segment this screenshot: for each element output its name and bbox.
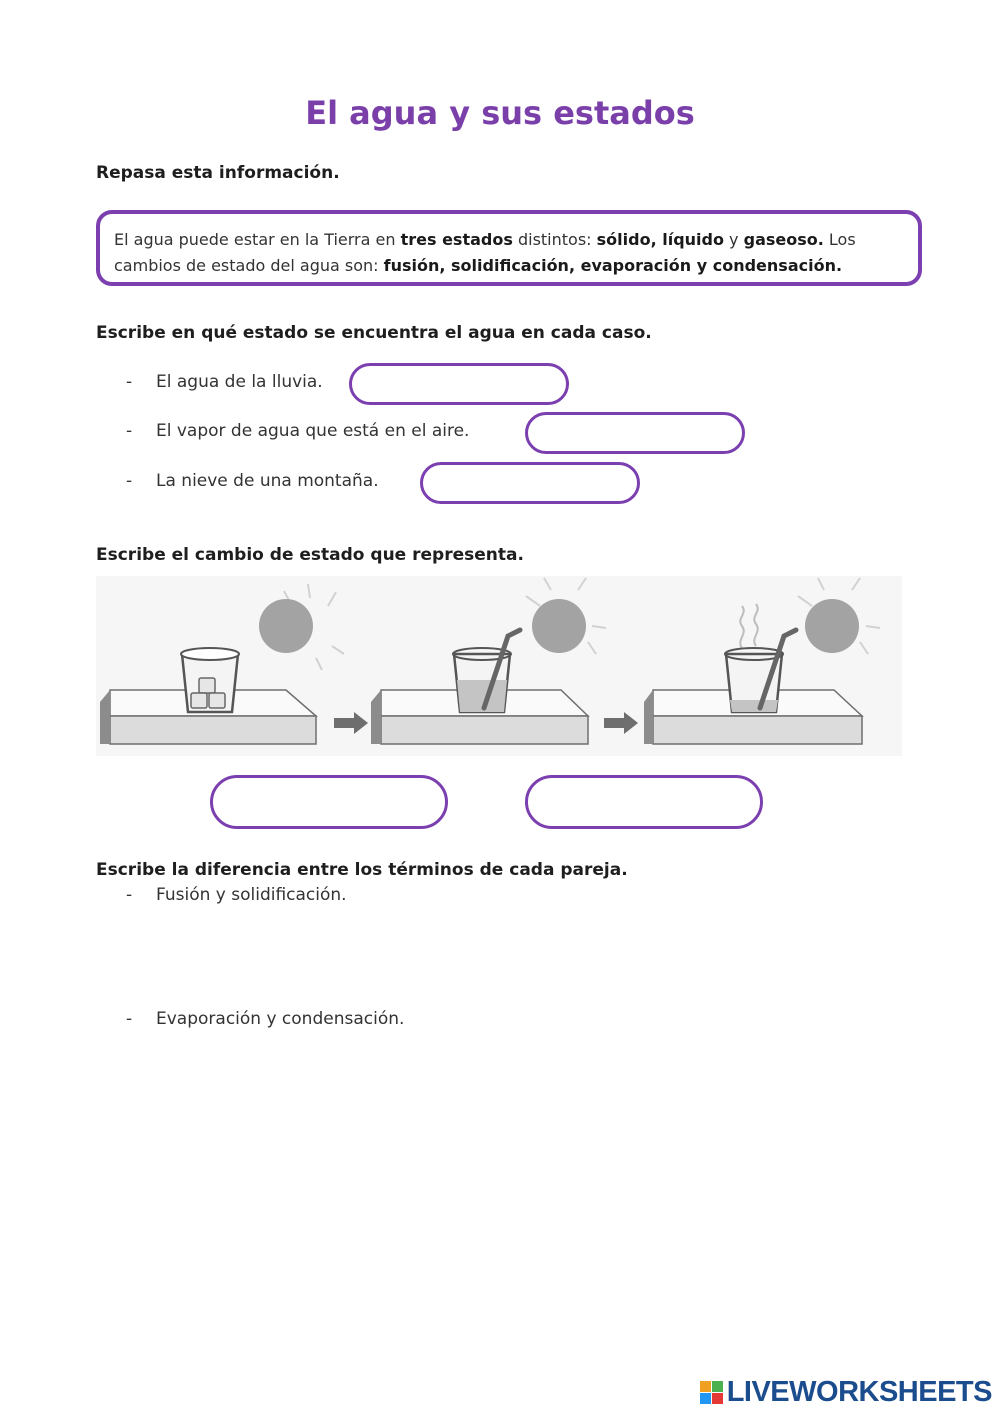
- page-title: El agua y sus estados: [305, 94, 695, 132]
- section-heading-difference: Escribe la diferencia entre los términos de cada pareja.: [96, 860, 628, 880]
- pair-text: Fusión y solidificación.: [156, 885, 347, 905]
- table-front: [110, 716, 316, 744]
- section-heading-states: Escribe en qué estado se encuentra el agua en cada caso.: [96, 323, 652, 343]
- answer-field-snow[interactable]: [420, 462, 640, 504]
- water-icon: [730, 700, 778, 712]
- answer-field-change-2[interactable]: [525, 775, 763, 829]
- liveworksheets-logo: [700, 1376, 992, 1409]
- state-change-illustration: [96, 576, 902, 756]
- info-paragraph: El agua puede estar en la Tierra en tres estados distintos: sólido, líquido y gaseoso. Los cambios de estado del agua son: fusión, solidificación, evaporación y condensación.: [114, 230, 856, 275]
- question-text: La nieve de una montaña.: [156, 471, 379, 491]
- section-heading-change: Escribe el cambio de estado que representa.: [96, 545, 524, 565]
- ice-cube-icon: [191, 693, 207, 708]
- ice-cube-icon: [199, 678, 215, 693]
- ice-cube-icon: [209, 693, 225, 708]
- logo-mark-icon: [700, 1381, 723, 1404]
- pair-text: Evaporación y condensación.: [156, 1009, 405, 1029]
- answer-field-rain[interactable]: [349, 363, 569, 405]
- question-text: El agua de la lluvia.: [156, 372, 323, 392]
- sun-icon: [805, 599, 859, 653]
- info-box: [96, 210, 922, 286]
- table-front: [653, 716, 862, 744]
- answer-field-change-1[interactable]: [210, 775, 448, 829]
- sun-icon: [259, 599, 313, 653]
- section-heading-review: Repasa esta información.: [96, 163, 340, 183]
- table-front: [381, 716, 588, 744]
- question-text: El vapor de agua que está en el aire.: [156, 421, 470, 441]
- answer-field-vapor[interactable]: [525, 412, 745, 454]
- sun-icon: [532, 599, 586, 653]
- logo-text: LIVEWORKSHEETS: [726, 1376, 992, 1408]
